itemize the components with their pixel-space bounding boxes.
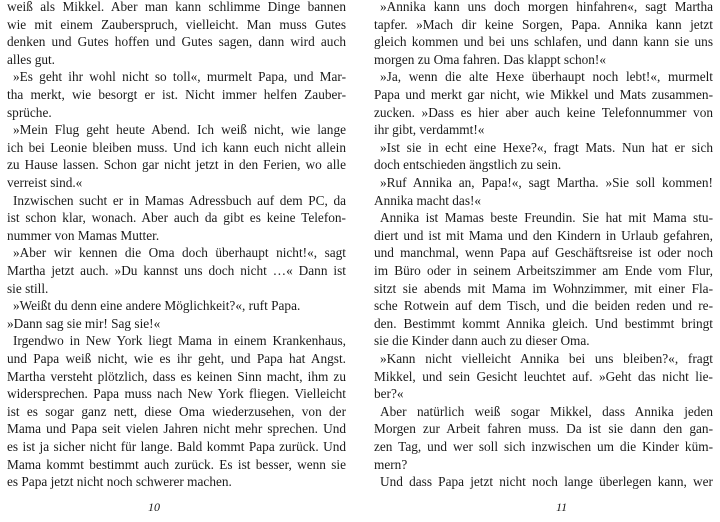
text-line: diert und ist mit Mama und den Kindern in Urlaub gefahren, [374,227,713,243]
text-line: den. Bestimmt kommt Annika gleich. Und bestimmt bringt [374,315,713,331]
text-line: sche Rotwein auf dem Tisch, und die beiden reden und re- [374,298,713,314]
text-line: »Aber wir kennen die Oma doch überhaupt nicht!«, sagt [13,245,346,261]
text-line: Und dass Papa jetzt nicht noch lange überlegen kann, wer [380,474,713,490]
text-line: Annika ist Mamas beste Freundin. Sie hat mit Mama stu- [380,210,713,226]
text-line: sprüche. [7,104,52,120]
text-line: Irgendwo in New York liegt Mama in einem Krankenhaus, [13,333,346,349]
text-line: Mama und Papa seit vielen Jahren nicht mehr sprechen. Und [7,421,346,437]
text-line: Mikkel, und sein Gesicht leuchtet auf. »Geht das nicht lie- [374,368,713,384]
text-line: sitzt sie abends mit Mama im Wohnzimmer, mit einer Fla- [374,280,713,296]
text-line: »Ja, wenn die alte Hexe überhaupt noch lebt!«, murmelt [380,69,713,85]
text-line: alles gut. [7,51,56,67]
text-line: es Papa jetzt nicht noch schwerer machen. [7,474,232,490]
text-line: »Mein Flug geht heute Abend. Ich weiß nicht, wie lange [13,122,346,138]
left-page [7,0,346,522]
text-line: tapfer. »Mach dir keine Sorgen, Papa. Annika kann jetzt [374,16,713,32]
text-line: sie still. [7,280,49,296]
text-line: und Papa weiß nicht, wie es ihr geht, und Papa hat Angst. [7,351,346,366]
text-line: denken und Gutes hoffen und Gutes sagen, dann wird auch [7,34,346,50]
text-line: ich bei Leonie bleiben muss. Und ich kann euch nicht allein [7,139,346,155]
text-line: ist schon klar, wonach. Aber auch da gibt es keine Telefon- [7,210,346,226]
text-line: widersprechen. Papa muss nach New York fliegen. Vielleicht [7,386,346,402]
text-line: und manchmal, wenn Papa auf Geschäftsreise ist oder noch [374,245,713,261]
text-line: ber?« [374,386,404,402]
text-line: weiß als Mikkel. Aber man kann schlimme Dinge bannen [7,0,346,14]
text-line: »Ruf Annika an, Papa!«, sagt Martha. »Sie soll kommen! [380,175,713,190]
page-number-left: 10 [148,500,160,514]
text-line: morgen zu Oma fahren. Das klappt schon!« [374,51,607,67]
text-line: tha merkt, wie besorgt er ist. Nicht immer helfen Zauber- [7,87,346,102]
text-line: »Es geht ihr wohl nicht so toll«, murmelt Papa, und Mar- [13,69,346,85]
text-line: verreist sind.« [7,175,83,190]
text-line: gleich kommen und bei uns schlafen, und dann kann sie uns [374,34,713,50]
text-line: »Kann nicht vielleicht Annika bei uns bleiben?«, fragt [380,351,713,366]
text-line: ist es sogar ganz nett, diese Oma wiederzusehen, von der [7,403,346,419]
text-line: Mama kommt bestimmt auch zurück. Es ist besser, wenn sie [7,456,346,472]
text-line: nummer von Mamas Mutter. [7,227,160,243]
text-line: mern? [374,456,408,472]
text-line: zucken. »Dass es hier aber auch keine Telefonnummer von [374,104,713,120]
text-line: es ist ja sicher nicht für lange. Bald kommt Papa zurück. Und [7,439,346,454]
text-line: im Büro oder in seinem Arbeitszimmer am Ende vom Flur, [374,263,713,278]
text-line: Papa und merkt gar nicht, wie Mikkel und Mats zusammen- [374,87,713,102]
right-page [374,0,713,522]
text-line: »Dann sag sie mir! Sag sie!« [7,315,161,331]
text-line: sie die Kinder dann auch zu dieser Oma. [374,333,590,349]
text-line: »Ist sie in echt eine Hexe?«, fragt Mats. Nun hat er sich [380,139,713,155]
text-line: Annika macht das!« [374,192,482,208]
text-line: »Weißt du denn eine andere Möglichkeit?«, ruft Papa. [13,298,301,314]
text-line: Martha versteht plötzlich, dass es keinen Sinn macht, ihm zu [7,368,346,384]
text-line: ihr gibt, verdammt!« [374,122,485,138]
page-number-right: 11 [556,500,568,514]
text-line: Morgen zur Arbeit fahren muss. Da ist sie dann den gan- [374,421,713,437]
text-line: zu Hause lassen. Schon gar nicht jetzt in den Ferien, wo alle [7,157,346,173]
text-line: »Annika kann uns doch morgen hinfahren«, sagt Martha [380,0,713,14]
text-line: doch entschieden ängstlich zu sein. [374,157,562,173]
text-line: Martha jetzt auch. »Du kannst uns doch nicht …« Dann ist [7,263,346,278]
text-line: Aber natürlich weiß sogar Mikkel, dass Annika jeden [380,403,713,419]
text-line: Inzwischen sucht er in Mamas Adressbuch auf dem PC, da [13,192,346,208]
text-line: wie mit einem Zauberspruch, vielleicht. Man muss Gutes [7,16,346,32]
text-line: zen Tag, und wer soll sich inzwischen um die Kinder küm- [374,439,713,454]
